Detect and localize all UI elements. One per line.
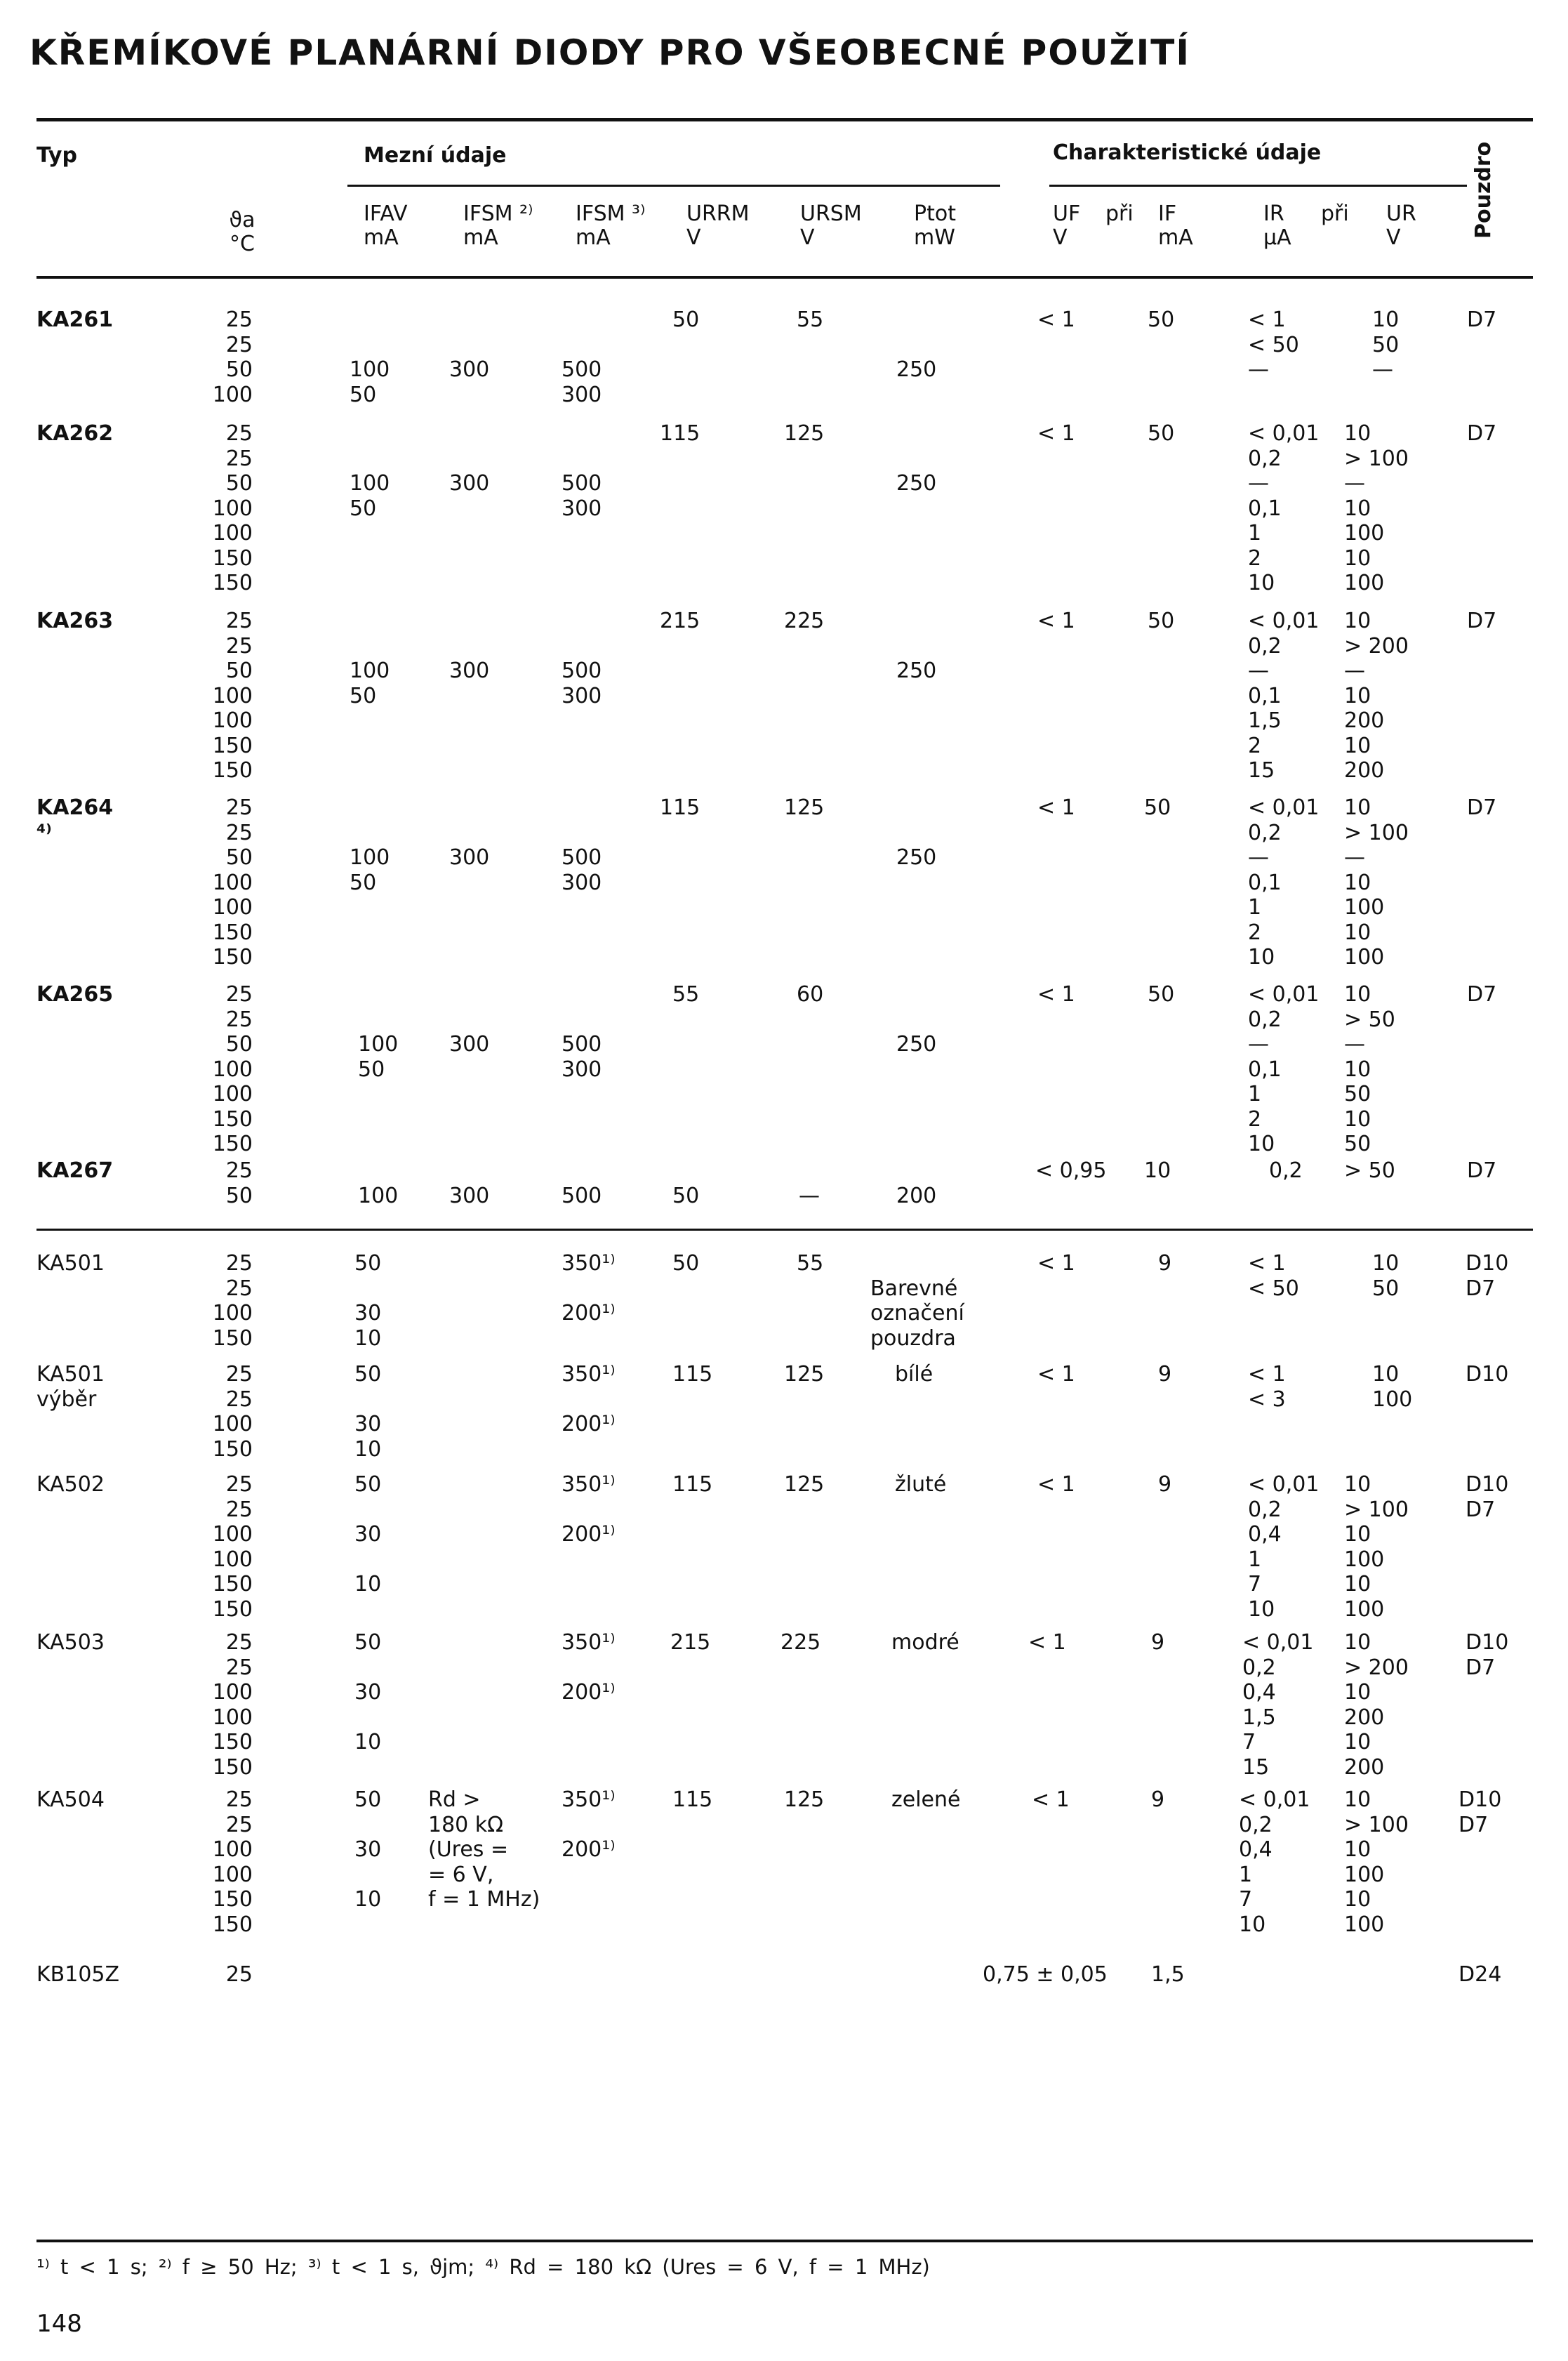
- cell-theta: 25 25 100 150: [212, 1362, 253, 1462]
- cell-ir: < 1 < 50 —: [1248, 307, 1299, 382]
- cell-if: 50: [1148, 982, 1175, 1007]
- cell-theta: 25 25 100 100 150 150: [212, 1787, 253, 1937]
- cell-ifav: 50 30 10: [354, 1362, 382, 1462]
- head-pri2: při: [1321, 201, 1349, 226]
- head-ursm: URSM V: [800, 201, 862, 250]
- cell-pouzdro: D10 D7: [1466, 1472, 1509, 1522]
- cell-theta: 25 25 50 100 100 150 150: [212, 795, 253, 970]
- cell-ur: > 50: [1344, 1158, 1395, 1183]
- cell-ifsm3: 350¹⁾ 200¹⁾: [562, 1251, 616, 1325]
- cell-if: 9: [1158, 1362, 1172, 1387]
- cell-urrm: 115: [672, 1787, 713, 1812]
- cell-ir: < 0,01 0,2 — 0,1 1 2 10: [1248, 982, 1320, 1156]
- cell-ursm: 125: [784, 1787, 825, 1812]
- cell-ifsm3: 500: [562, 1183, 602, 1208]
- cell-ifav: 100 50: [358, 1032, 399, 1082]
- cell-pouzdro: D24: [1459, 1962, 1502, 1987]
- cell-ifsm3: 350¹⁾ 200¹⁾: [562, 1630, 616, 1705]
- head-ifav: IFAV mA: [364, 201, 408, 250]
- cell-urrm: 115: [660, 795, 700, 820]
- cell-typ: KB105Z: [36, 1962, 120, 1987]
- cell-ifsm2: 300: [449, 471, 490, 496]
- cell-ursm: 60: [797, 982, 824, 1007]
- cell-ptot: 250: [896, 471, 937, 496]
- cell-ur: 10 > 100 — 10 100 10 100: [1344, 421, 1409, 595]
- cell-ur: 10 > 200 10 200 10 200: [1344, 1630, 1409, 1780]
- cell-if: 50: [1144, 795, 1171, 820]
- cell-ir: < 0,01 0,2 0,4 1 7 10: [1248, 1472, 1320, 1622]
- head-ifsm3: IFSM ³⁾ mA: [576, 201, 646, 250]
- cell-if: 1,5: [1151, 1962, 1185, 1987]
- cell-uf: < 1: [1037, 609, 1075, 633]
- subheader-rule-char: [1049, 185, 1467, 187]
- head-ir: IR μA: [1263, 201, 1291, 250]
- cell-ifsm3: 350¹⁾ 200¹⁾: [562, 1787, 616, 1862]
- cell-theta: 25 50: [225, 1158, 253, 1208]
- cell-pouzdro: D7: [1467, 307, 1497, 332]
- cell-ur: 10 50 —: [1372, 307, 1400, 382]
- cell-urrm: 215: [660, 609, 700, 633]
- cell-ifsm3: 350¹⁾ 200¹⁾: [562, 1362, 616, 1436]
- cell-ir: < 0,01 0,2 — 0,1 1 2 10: [1248, 795, 1320, 970]
- cell-ir: < 0,01 0,2 — 0,1 1 2 10: [1248, 421, 1320, 595]
- cell-urrm: 115: [660, 421, 700, 446]
- cell-ur: 10 > 100 — 10 100 10 100: [1344, 795, 1409, 970]
- cell-pouzdro: D10 D7: [1466, 1251, 1509, 1301]
- cell-typ: KA262: [36, 421, 114, 446]
- cell-ursm: 125: [784, 421, 825, 446]
- col-head-typ: Typ: [36, 143, 77, 168]
- cell-if: 50: [1148, 307, 1175, 332]
- head-uf: UF V: [1053, 201, 1081, 250]
- top-rule: [36, 118, 1533, 121]
- cell-if: 9: [1158, 1472, 1172, 1497]
- cell-ir: 0,2: [1269, 1158, 1303, 1183]
- cell-pouzdro: D7: [1467, 1158, 1497, 1183]
- cell-ifsm3: 500 300: [562, 845, 602, 895]
- cell-ifsm2: Rd > 180 kΩ (Ures = = 6 V, f = 1 MHz): [428, 1787, 540, 1912]
- cell-ir: < 0,01 0,2 0,4 1 7 10: [1239, 1787, 1310, 1937]
- head-ptot: Ptot mW: [914, 201, 956, 250]
- cell-ursm: 125: [784, 1472, 825, 1497]
- cell-ptot: 250: [896, 357, 937, 382]
- cell-ursm: 125: [784, 1362, 825, 1387]
- cell-ifsm3: 500 300: [562, 1032, 602, 1082]
- cell-typ: KA263: [36, 609, 114, 633]
- col-head-pouzdro: Pouzdro: [1471, 141, 1496, 239]
- cell-uf: < 1: [1028, 1630, 1066, 1655]
- cell-uf: 0,75 ± 0,05: [983, 1962, 1108, 1987]
- cell-theta: 25 25 50 100 100 150 150: [212, 982, 253, 1156]
- head-if: IF mA: [1158, 201, 1193, 250]
- cell-typ: KA502: [36, 1472, 105, 1497]
- cell-ptot: žluté: [895, 1472, 947, 1497]
- cell-typ: KA261: [36, 307, 114, 332]
- cell-uf: < 1: [1037, 982, 1075, 1007]
- cell-typ: KA265: [36, 982, 114, 1007]
- head-ur: UR V: [1386, 201, 1416, 250]
- cell-urrm: 50: [672, 307, 700, 332]
- cell-ifav: 50 30 10: [354, 1787, 382, 1912]
- cell-if: 10: [1144, 1158, 1171, 1183]
- cell-pouzdro: D7: [1467, 795, 1497, 820]
- cell-ifav: 100 50: [350, 471, 390, 521]
- cell-ur: 10 100: [1372, 1362, 1413, 1412]
- head-ifsm2: IFSM ²⁾ mA: [463, 201, 533, 250]
- cell-ptot: bílé: [895, 1362, 934, 1387]
- cell-ursm: 55: [797, 1251, 824, 1276]
- cell-ifav: 100 50: [350, 845, 390, 895]
- cell-urrm: 55: [672, 982, 700, 1007]
- cell-ifsm2: 300: [449, 357, 490, 382]
- cell-pouzdro: D7: [1467, 982, 1497, 1007]
- cell-uf: < 1: [1037, 421, 1075, 446]
- col-head-mezni: Mezní údaje: [364, 143, 507, 168]
- cell-ursm: 225: [780, 1630, 821, 1655]
- cell-uf: < 1: [1037, 1362, 1075, 1387]
- cell-ir: < 0,01 0,2 0,4 1,5 7 15: [1242, 1630, 1314, 1780]
- cell-urrm: 115: [672, 1472, 713, 1497]
- cell-ifav: 100 50: [350, 357, 390, 407]
- cell-urrm: 50: [672, 1183, 700, 1208]
- cell-ur: 10 > 50 — 10 50 10 50: [1344, 982, 1395, 1156]
- cell-typ: KA504: [36, 1787, 105, 1812]
- footnotes: ¹⁾ t < 1 s; ²⁾ f ≥ 50 Hz; ³⁾ t < 1 s, ϑjm; ⁴⁾ Rd = 180 kΩ (Ures = 6 V, f = 1 MHz): [36, 2255, 930, 2279]
- subheader-rule-mezni: [347, 185, 1000, 187]
- cell-theta: 25 25 100 150: [212, 1251, 253, 1351]
- cell-if: 9: [1151, 1787, 1165, 1812]
- cell-ifav: 100: [358, 1183, 399, 1208]
- cell-pouzdro: D7: [1467, 609, 1497, 633]
- head-theta: ϑa °C: [229, 208, 255, 256]
- cell-if: 50: [1148, 609, 1175, 633]
- cell-ptot: 250: [896, 659, 937, 683]
- cell-if: 50: [1148, 421, 1175, 446]
- cell-theta: 25 25 50 100 100 150 150: [212, 609, 253, 783]
- cell-ifsm2: 300: [449, 845, 490, 870]
- cell-uf: < 1: [1032, 1787, 1070, 1812]
- cell-ursm: 225: [784, 609, 825, 633]
- cell-ifsm2: 300: [449, 659, 490, 683]
- cell-theta: 25 25 100 100 150 150: [212, 1630, 253, 1780]
- section-rule: [36, 1229, 1533, 1231]
- cell-urrm: 215: [670, 1630, 711, 1655]
- cell-uf: < 1: [1037, 795, 1075, 820]
- cell-ptot: 200: [896, 1183, 937, 1208]
- page-title: KŘEMÍKOVÉ PLANÁRNÍ DIODY PRO VŠEOBECNÉ POUŽITÍ: [29, 32, 1190, 73]
- cell-ur: 10 > 200 — 10 200 10 200: [1344, 609, 1409, 783]
- cell-ptot: 250: [896, 845, 937, 870]
- cell-ur: 10 > 100 10 100 10 100: [1344, 1472, 1409, 1622]
- cell-uf: < 1: [1037, 307, 1075, 332]
- cell-pouzdro: D10: [1466, 1362, 1509, 1387]
- cell-uf: < 0,95: [1035, 1158, 1107, 1183]
- cell-theta: 25 25 50 100: [212, 307, 253, 407]
- cell-ursm: 55: [797, 307, 824, 332]
- cell-ursm: 125: [784, 795, 825, 820]
- head-urrm: URRM V: [686, 201, 750, 250]
- cell-ptot: modré: [891, 1630, 959, 1655]
- cell-ptot: 250: [896, 1032, 937, 1057]
- cell-ptot: zelené: [891, 1787, 961, 1812]
- cell-ifsm3: 350¹⁾ 200¹⁾: [562, 1472, 616, 1547]
- cell-ir: < 0,01 0,2 — 0,1 1,5 2 15: [1248, 609, 1320, 783]
- cell-if: 9: [1151, 1630, 1165, 1655]
- cell-uf: < 1: [1037, 1251, 1075, 1276]
- cell-pouzdro: D10 D7: [1466, 1630, 1509, 1680]
- cell-pouzdro: D10 D7: [1459, 1787, 1502, 1837]
- cell-if: 9: [1158, 1251, 1172, 1276]
- cell-ursm: —: [799, 1183, 820, 1208]
- cell-urrm: 50: [672, 1251, 700, 1276]
- cell-ifsm2: 300: [449, 1032, 490, 1057]
- head-pri1: při: [1105, 201, 1134, 226]
- col-head-charakter: Charakteristické údaje: [1053, 140, 1322, 165]
- cell-ir: < 1 < 3: [1248, 1362, 1286, 1412]
- cell-ifsm3: 500 300: [562, 357, 602, 407]
- cell-ur: 10 > 100 10 100 10 100: [1344, 1787, 1409, 1937]
- cell-typ: KA267: [36, 1158, 114, 1183]
- cell-ifav: 50 30 10: [354, 1630, 382, 1754]
- cell-theta: 25 25 50 100 100 150 150: [212, 421, 253, 595]
- cell-ur: 10 50: [1372, 1251, 1400, 1301]
- cell-pouzdro: D7: [1467, 421, 1497, 446]
- cell-uf: < 1: [1037, 1472, 1075, 1497]
- cell-ifsm2: 300: [449, 1183, 490, 1208]
- cell-typ: KA264 ⁴⁾: [36, 795, 114, 845]
- cell-ifsm3: 500 300: [562, 471, 602, 521]
- page-number: 148: [36, 2310, 82, 2338]
- cell-urrm: 115: [672, 1362, 713, 1387]
- cell-theta: 25: [225, 1962, 253, 1987]
- cell-typ: KA501 výběr: [36, 1362, 105, 1412]
- cell-ptot: Barevné označení pouzdra: [870, 1276, 964, 1351]
- cell-typ: KA501: [36, 1251, 105, 1276]
- cell-ifsm3: 500 300: [562, 659, 602, 708]
- cell-ifav: 50 30 10: [354, 1472, 382, 1596]
- cell-ifav: 100 50: [350, 659, 390, 708]
- header-bottom-rule: [36, 276, 1533, 279]
- cell-typ: KA503: [36, 1630, 105, 1655]
- footnote-rule: [36, 2240, 1533, 2242]
- cell-theta: 25 25 100 100 150 150: [212, 1472, 253, 1622]
- cell-ir: < 1 < 50: [1248, 1251, 1299, 1301]
- cell-ifav: 50 30 10: [354, 1251, 382, 1351]
